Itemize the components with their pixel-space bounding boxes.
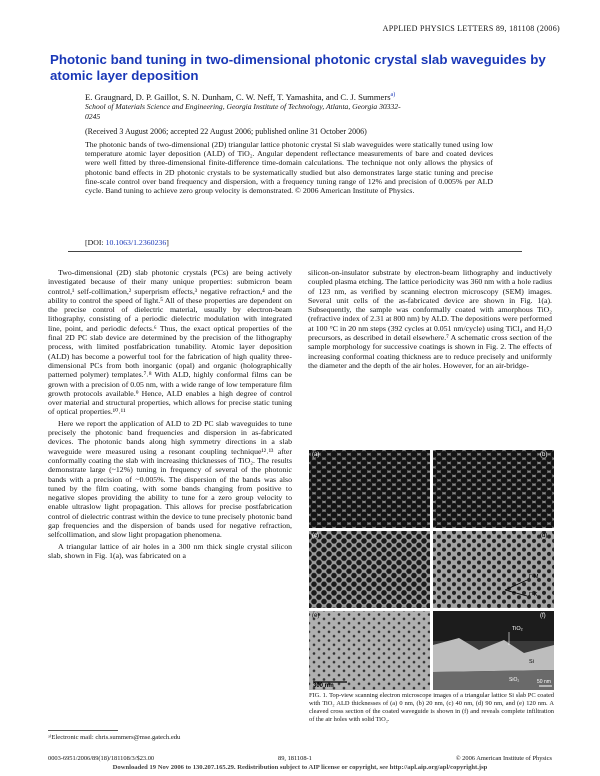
abstract: The photonic bands of two-dimensional (2D) triangular lattice photonic crystal Si slab waveguides were statically tuned using low temperature atomic layer deposition (ALD) of TiO₂. Angular dependent reflectance measurements of bare and coated devices were well fitted by three-dimensional finite-difference time-domain calculations. The technique not only allows the physics of photonic band effects in 2D photonic crystals to be systematically studied but also demonstrates large static tuning and precise fine-scale control over band frequency and dispersion, with a frequency tuning range of 12% and precision of 0.005% per ALD cycle. Band tuning to achieve zero group velocity is demonstrated. © 2006 American Institute of Physics. [85,140,493,196]
panel-label-d: (d) [540,533,548,539]
footnote-divider [48,730,118,731]
copyright: © 2006 American Institute of Physics [455,755,552,762]
figure-caption: FIG. 1. Top-view scanning electron microscope images of a triangular lattice Si slab PC coated with TiO₂ ALD thicknesses of (a) 0 nm, (b) 20 nm, (c) 40 nm, (d) 90 nm, and (e) 120 nm. A cleaved cross section of the coated waveguide is shown in (f) and reveals complete infiltration of the air holes with solid TiO₂. [309,692,554,723]
received-dates: (Received 3 August 2006; accepted 22 August 2006; published online 31 October 2006) [85,127,367,136]
scale-bar-label: 300 nm [313,683,334,689]
sem-image-grid [309,450,554,690]
right-column [308,268,552,370]
sio2-label: SiO₂ [509,677,520,683]
issn-code: 0003-6951/2006/89(18)/181108/3/$23.00 [48,755,155,762]
doi-link[interactable]: 10.1063/1.2360236 [105,238,167,247]
affiliation: School of Materials Science and Engineering, Georgia Institute of Technology, Atlanta, Georgia 30332-0245 [85,102,401,121]
footnote-email: ᵃ⁾Electronic mail: chris.summers@mse.gatech.edu [48,734,181,741]
body-paragraph: A triangular lattice of air holes in a 300 nm thick single crystal silicon slab, shown in Fig. 1(a), was fabricated on a [48,541,292,560]
panel-label-a: (a) [312,452,320,458]
panel-label-c: (c) [312,533,319,539]
sem-panel-b [433,450,554,528]
header-divider [68,251,522,252]
f-scale-label: 50 nm [537,679,551,685]
body-paragraph: Here we report the application of ALD to 2D PC slab waveguides to tune precisely the photonic band frequencies and dispersion in as-fabricated devices. The photonic bands along high symmetry directions in a slab waveguide were measured using a resonant coupling technique¹²˒¹³ after conformally coating the slab with increasing thicknesses of TiO₂. The results demonstrate large (~12%) tuning in frequency of several of the photonic bands with a precision of ~0.005%. The dispersion of the bands was also tuned by the film coating, with some bands changing from positive to negative slopes providing the ability to tune for a zero group velocity to enable ultraslow light propagation. This allows for precise postfabrication control of dielectric contrast within the device to tune precisely photonic band gap frequencies and the dispersion of bands used for negative refraction, selfcollimation, and slow light propagation phenomena. [48,418,292,540]
doi-line [85,238,169,247]
author-list [85,92,395,102]
download-notice: Downloaded 19 Nov 2006 to 130.207.165.29. Redistribution subject to AIP license or copyright, see http://apl.aip.org/apl/copyright.jsp [112,764,488,771]
body-paragraph: Two-dimensional (2D) slab photonic crystals (PCs) are being actively investigated because of their many unique properties: submicron beam control,¹ self-collimation,² superprism effects,³ negative refraction,⁴ and the ability to control the speed of light.⁵ All of these properties are dependent on the precise control of dielectric material, usually by electron-beam lithography, consisting of a periodic dielectric modulation with integrated line, point, and periodic defects.⁶ Thus, the exact optical properties of the final 2D PC slab device are determined by the precision of the lithography process, with limited postfabrication tunability. Atomic layer deposition (ALD) has become a powerful tool for the fabrication of high quality three-dimensional PCs from both inorganic (opal) and organic (holographically patterned polymer) templates.⁷˒⁸ With ALD, highly conformal films can be grown with a precision of 0.05 nm, with a wide range of low temperature film growth protocols available.⁹ Hence, ALD enables a high degree of control over material and structural properties, which allows for precise static tuning of optical properties.¹⁰˒¹¹ [48,268,292,417]
sem-panel-a [309,450,430,528]
author-footnote-mark[interactable]: a) [390,92,396,99]
si-label: Si [529,659,534,665]
panel-label-b: (b) [540,452,548,458]
gamma-k-label: Γ-K [529,592,538,598]
left-column [48,268,292,560]
sem-panel-c [309,531,430,608]
body-paragraph: silicon-on-insulator substrate by electron-beam lithography and inductively coupled plasma etching. The lattice periodicity was 360 nm with a hole radius of 123 nm, as verified by scanning electron microscopy (SEM) images. Several unit cells of the as-fabricated device are shown in Fig. 1(a). Subsequently, the sample was conformally coated with amorphous TiO₂ (refractive index of 2.31 at 800 nm) by ALD. The depositions were performed at 100 °C in 20 nm steps (392 cycles at 0.051 nm/cycle) using TiCl₄ and H₂O precursors, as described in detail elsewhere.⁷ A schematic cross section of the sample morphology for successive coatings is shown in Fig. 2. The effects of increasing conformal coating thickness are to reduce precisely and uniformly the diameter and the depth of the air holes. However, for an air-bridge- [308,268,552,370]
panel-label-f: (f) [540,613,546,619]
doi-suffix: ] [166,238,169,247]
tio2-label: TiO₂ [512,626,523,632]
panel-label-e: (e) [312,613,320,619]
page-number: 89, 181108-1 [278,755,312,762]
paper-title: Photonic band tuning in two-dimensional photonic crystal slab waveguides by atomic layer deposition [50,52,546,83]
journal-header: APPLIED PHYSICS LETTERS 89, 181108 (2006) [382,24,560,33]
doi-prefix: [DOI: [85,238,106,247]
authors-text: E. Graugnard, D. P. Gaillot, S. N. Dunham, C. W. Neff, T. Yamashita, and C. J. Summers [85,92,391,102]
gamma-m-label: Γ-M [529,574,539,580]
sem-panel-e [309,611,430,690]
